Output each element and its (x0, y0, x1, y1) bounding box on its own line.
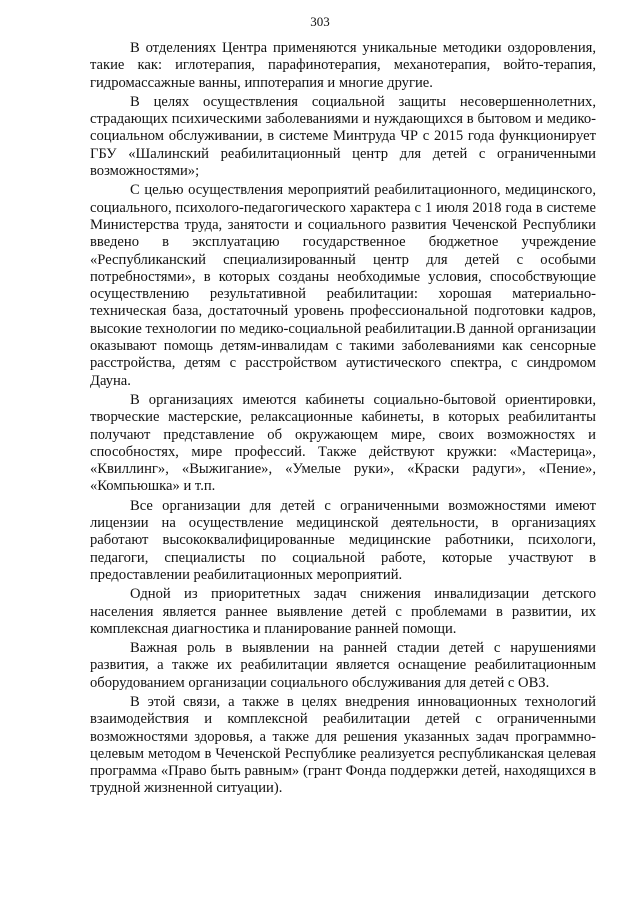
paragraph: Важная роль в выявлении на ранней стадии детей с нарушениями развития, а также их реабилитации является оснащение реабилитационным оборудованием организации социального обслуживания для детей с ОВЗ. (90, 640, 596, 691)
paragraph: С целью осуществления мероприятий реабилитационного, медицинского, социального, психолого-педагогического характера с 1 июля 2018 года в системе Министерства труда, занятости и социального развития Чеченской Республики введено в эксплуатацию государственное бюджетное учреждение «Республиканский специализированный центр для детей с особыми потребностями», в которых созданы необходимые условия, способствующие осуществлению результативной реабилитации: хорошая материально-техническая база, достаточный уровень профессиональной подготовки кадров, высокие технологии по медико-социальной реабилитации.В данной организации оказывают помощь детям-инвалидам с такими заболеваниями как сенсорные расстройства, детям с расстройством аутистического спектра, с синдромом Дауна. (90, 182, 596, 389)
document-body (90, 40, 596, 800)
paragraph: В целях осуществления социальной защиты несовершеннолетних, страдающих психическими заболеваниями и нуждающихся в бытовом и медико-социальном обслуживании, в системе Минтруда ЧР с 2015 года функционирует ГБУ «Шалинский реабилитационный центр для детей с ограниченными возможностями»; (90, 93, 596, 180)
paragraph: В отделениях Центра применяются уникальные методики оздоровления, такие как: иглотерапия, парафинотерапия, механотерапия, войто-терапия, гидромассажные ванны, иппотерапия и многие другие. (90, 40, 596, 91)
paragraph: Одной из приоритетных задач снижения инвалидизации детского населения является раннее выявление детей с проблемами в развитии, их комплексная диагностика и планирование ранней помощи. (90, 586, 596, 637)
paragraph: В этой связи, а также в целях внедрения инновационных технологий взаимодействия и комплексной реабилитации детей с ограниченными возможностями здоровья, а также для решения указанных задач программно-целевым методом в Чеченской Республике реализуется республиканская целевая программа «Право быть равным» (грант Фонда поддержки детей, находящихся в трудной жизненной ситуации). (90, 693, 596, 797)
paragraph: В организациях имеются кабинеты социально-бытовой ориентировки, творческие мастерские, релаксационные кабинеты, в которых реабилитанты получают представление об окружающем мире, своих возможностях и способностях, мире профессий. Также действуют кружки: «Мастерица», «Квиллинг», «Выжигание», «Умелые руки», «Краски радуги», «Пение», «Компьюшка» и т.п. (90, 391, 596, 495)
page-number: 303 (310, 14, 330, 29)
paragraph: Все организации для детей с ограниченными возможностями имеют лицензии на осуществление медицинской деятельности, в организациях работают высококвалифицированные медицинские работники, психологи, педагоги, специалисты по социальной работе, которые участвуют в предоставлении реабилитационных мероприятий. (90, 497, 596, 583)
